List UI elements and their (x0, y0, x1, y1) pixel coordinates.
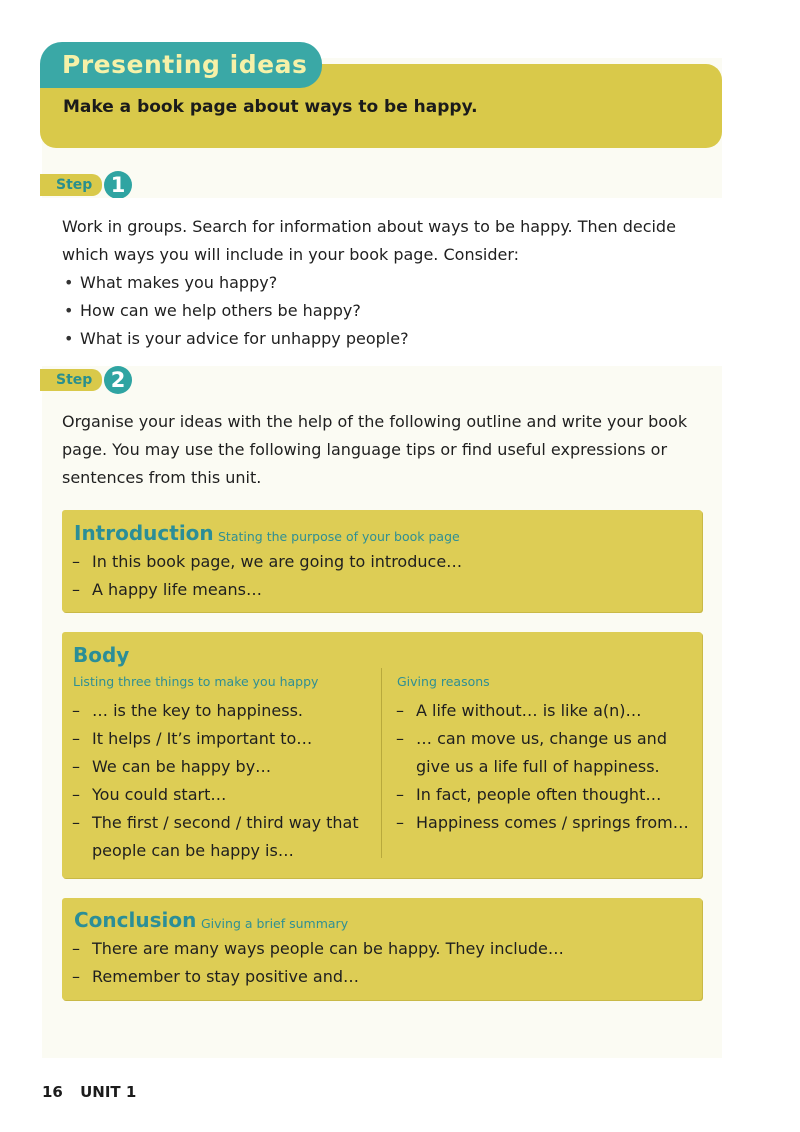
body-right-list (396, 697, 691, 837)
list-item: – … is the key to happiness. (72, 697, 372, 725)
body-box (62, 632, 702, 878)
list-item: – We can be happy by… (72, 753, 372, 781)
step-1-content (62, 213, 702, 353)
body-left-heading: Listing three things to make you happy (73, 674, 319, 689)
step-1-intro: Work in groups. Search for information about ways to be happy. Then decide which ways you will include in your book page. Consider: (62, 217, 676, 264)
conclusion-list (72, 935, 682, 991)
bullet-item: • What is your advice for unhappy people? (62, 325, 702, 353)
introduction-title: Introduction (74, 521, 214, 545)
introduction-box (62, 510, 702, 612)
introduction-list (72, 548, 682, 604)
conclusion-subtitle: Giving a brief summary (201, 916, 349, 931)
unit-label: UNIT 1 (80, 1083, 137, 1101)
step-2-number: 2 (104, 366, 132, 394)
page-footer (42, 1083, 148, 1101)
conclusion-box (62, 898, 702, 1000)
step-2-badge (40, 369, 102, 391)
step-2-intro: Organise your ideas with the help of the following outline and write your book page. You may use the following language tips or find useful expressions or sentences from this unit. (62, 412, 688, 487)
step-1-label: Step (56, 177, 93, 193)
step-1-badge (40, 174, 102, 196)
body-left-list (72, 697, 372, 865)
list-item: – A life without… is like a(n)… (396, 697, 691, 725)
list-item: – You could start… (72, 781, 372, 809)
bullet-item: • What makes you happy? (62, 269, 702, 297)
list-item: – In fact, people often thought… (396, 781, 691, 809)
list-item: – There are many ways people can be happy. They include… (72, 935, 682, 963)
step-2-label: Step (56, 372, 93, 388)
page-number: 16 (42, 1083, 63, 1101)
bullet-item: • How can we help others be happy? (62, 297, 702, 325)
list-item: – A happy life means… (72, 576, 682, 604)
step-1-number: 1 (104, 171, 132, 199)
body-right-heading: Giving reasons (397, 674, 490, 689)
page-title: Presenting ideas (40, 42, 322, 88)
list-item: – It helps / It’s important to… (72, 725, 372, 753)
list-item: – In this book page, we are going to introduce… (72, 548, 682, 576)
list-item: – The first / second / third way that people can be happy is… (72, 809, 372, 865)
list-item: – Remember to stay positive and… (72, 963, 682, 991)
list-item: – Happiness comes / springs from… (396, 809, 691, 837)
conclusion-title: Conclusion (74, 908, 197, 932)
introduction-subtitle: Stating the purpose of your book page (218, 529, 460, 544)
step-1-bullets (62, 269, 702, 353)
task-description: Make a book page about ways to be happy. (63, 97, 478, 117)
list-item: – … can move us, change us and give us a life full of happiness. (396, 725, 691, 781)
column-divider (381, 668, 382, 858)
body-title: Body (73, 643, 130, 667)
